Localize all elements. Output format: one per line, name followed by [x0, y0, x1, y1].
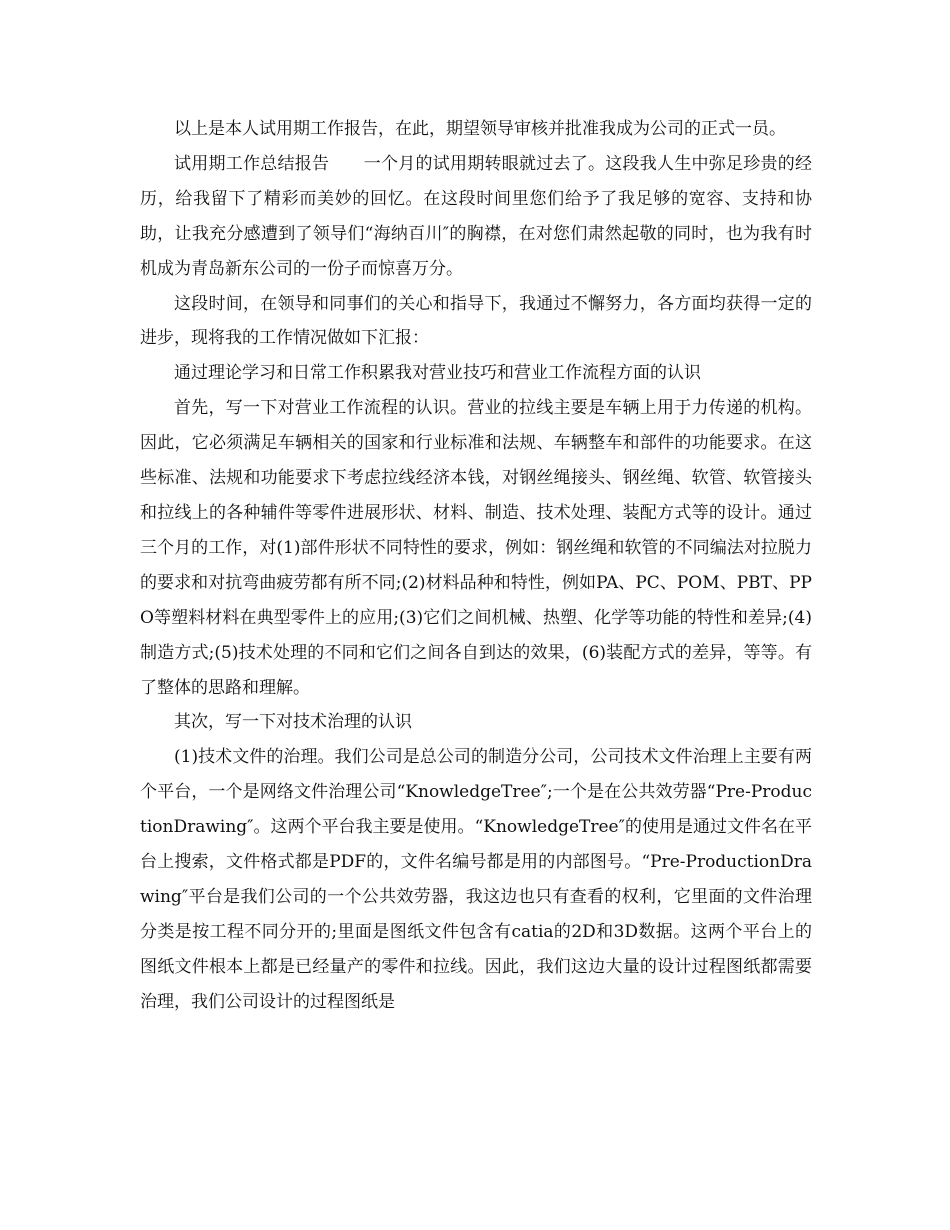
paragraph-report-intro: 试用期工作总结报告 一个月的试用期转眼就过去了。这段我人生中弥足珍贵的经历，给我留下了精彩而美妙的回忆。在这段时间里您们给予了我足够的宽容、支持和协助，让我充分感遭到了领导们“海纳百川″的胸襟，在对您们肃然起敬的同时，也为我有时机成为青岛新东公司的一份子而惊喜万分。 — [140, 153, 812, 279]
paragraph-management-heading: 其次，写一下对技术治理的认识 — [174, 712, 412, 733]
paragraph-closing: 以上是本人试用期工作报告，在此，期望领导审核并批准我成为公司的正式一员。 — [174, 119, 786, 139]
paragraph-document-management: (1)技术文件的治理。我们公司是总公司的制造分公司，公司技术文件治理上主要有两个平台，一个是网络文件治理公司“KnowledgeTree″;一个是在公共效劳器“Pre-ProductionDrawing″。这两个平台我主要是使用。“KnowledgeTree″的使用是通过文件名在平台上搜索，文件格式都是PDF的，文件名编号都是用的内部图号。“Pre-ProductionDrawing″平台是我们公司的一个公共效劳器，我这边也只有查看的权利，它里面的文件治理分类是按工程不同分开的;里面是图纸文件包含有catia的2D和3D数据。这两个平台上的图纸文件根本上都是已经量产的零件和拉线。因此，我们这边大量的设计过程图纸都需要治理，我们公司设计的过程图纸是 — [140, 747, 812, 1012]
paragraph-section-heading: 通过理论学习和日常工作积累我对营业技巧和营业工作流程方面的认识 — [174, 363, 701, 384]
paragraph-summary-lead: 这段时间，在领导和同事们的关心和指导下，我通过不懈努力，各方面均获得一定的进步，现将我的工作情况做如下汇报： — [140, 293, 812, 349]
paragraph-workflow: 首先，写一下对营业工作流程的认识。营业的拉线主要是车辆上用于力传递的机构。因此，它必须满足车辆相关的国家和行业标准和法规、车辆整车和部件的功能要求。在这些标准、法规和功能要求下考虑拉线经济本钱，对钢丝绳接头、钢丝绳、软管、软管接头和拉线上的各种辅件等零件进展形状、材料、制造、技术处理、装配方式等的设计。通过三个月的工作，对(1)部件形状不同特性的要求，例如：钢丝绳和软管的不同编法对拉脱力的要求和对抗弯曲疲劳都有所不同;(2)材料品种和特性，例如PA、PC、POM、PBT、PPO等塑料材料在典型零件上的应用;(3)它们之间机械、热塑、化学等功能的特性和差异;(4)制造方式;(5)技术处理的不同和它们之间各自到达的效果，(6)装配方式的差异，等等。有了整体的思路和理解。 — [140, 398, 812, 698]
document-body — [140, 112, 812, 1020]
